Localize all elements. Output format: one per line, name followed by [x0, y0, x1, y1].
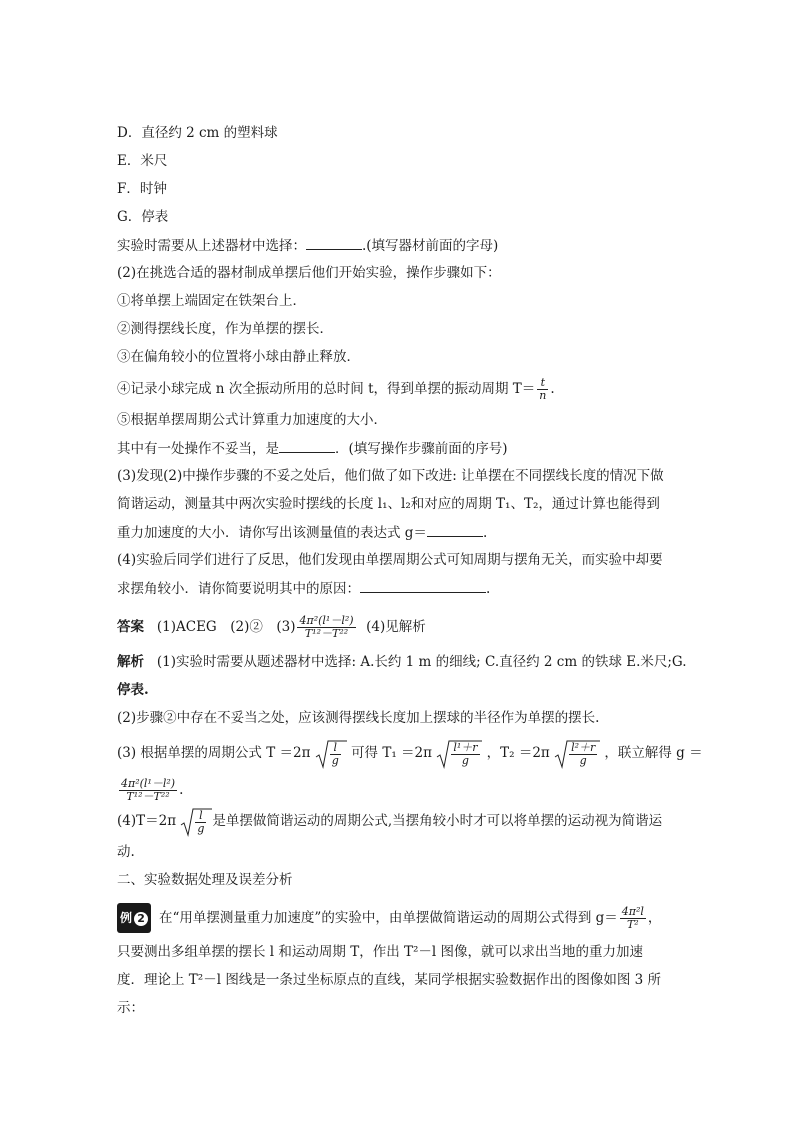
analysis-result-fraction: $\frac{\text{4π²(l¹－l²)}}{\text{T¹²－T²²}}$: [121, 777, 176, 803]
section-heading: 二、实验数据处理及误差分析: [117, 872, 293, 888]
analysis-line-6: [117, 806, 662, 837]
answer-label: 答案: [117, 619, 144, 635]
q3-line-1: (3)发现(2)中操作步骤的不妥之处后，他们做了如下改进: 让单摆在不同摆线长度的情况下做: [117, 468, 664, 484]
example-badge: 例 2: [117, 903, 151, 933]
analysis-text-1: (1)实验时需要从题述器材中选择: A.长约 1 m 的细线; C.直径约 2 cm 的铁球 E.米尺;G.: [156, 654, 687, 670]
q1-suffix: .(填写器材前面的字母): [362, 238, 499, 254]
q4-line-1: (4)实验后同学们进行了反思，他们发现由单摆周期公式可知周期与摆角无关，而实验中却要: [117, 552, 663, 568]
example-line-4: 示：: [117, 1000, 144, 1016]
example-line-2: 只要测出多组单摆的摆长 l 和运动周期 T，作出 T²－l 图像，就可以求出当地的重力加速: [117, 944, 644, 960]
analysis-label: 解析: [117, 654, 144, 670]
q4-answer-blank[interactable]: [360, 578, 486, 593]
analysis-line-1: [117, 652, 687, 672]
option-g: G．停表: [117, 209, 169, 225]
analysis-line-4: [117, 738, 703, 769]
answer-line: [117, 613, 426, 641]
example-fraction: $\frac{\text{4π²l}}{\text{T²}}$: [621, 905, 644, 931]
example-text-1: 在“用单摆测量重力加速度”的实验中，由单摆做简谐运动的周期公式得到 g＝: [159, 910, 618, 926]
analysis-text-6a: (4)T＝2π: [117, 813, 177, 829]
analysis-line-3: (2)步骤②中存在不妥当之处，应该测得摆线长度加上摆球的半径作为单摆的摆长.: [117, 710, 600, 726]
q2-intro: (2)在挑选合适的器材制成单摆后他们开始实验，操作步骤如下：: [117, 265, 501, 281]
sqrt-l2r-over-g: $\frac{\text{l²＋r}}{g}$: [554, 739, 600, 769]
q1-line: [117, 235, 498, 256]
q1-prompt: 实验时需要从上述器材中选择：: [117, 238, 306, 254]
analysis-text-4a: (3) 根据单摆的周期公式 T ＝2π: [117, 745, 311, 761]
sqrt-l1r-over-g: $\frac{\text{l¹＋r}}{g}$: [436, 739, 482, 769]
q2-question-line: [117, 438, 508, 459]
answer-part2: (4)见解析: [366, 619, 426, 635]
step-2: ②测得摆线长度，作为单摆的摆长．: [117, 321, 333, 337]
analysis-text-6b: 是单摆做简谐运动的周期公式,当摆角较小时才可以将单摆的运动视为简谐运: [212, 813, 663, 829]
q3-answer-blank[interactable]: [427, 522, 483, 537]
answer-part1: (1)ACEG (2)② (3): [156, 619, 296, 635]
example-line-1: 例 2 在“用单摆测量重力加速度”的实验中，由单摆做简谐运动的周期公式得到 g＝ $\frac{\text{4π²l}}{\text{T²}}$ ，: [117, 903, 661, 933]
q2-suffix: ．(填写操作步骤前面的序号): [335, 441, 508, 457]
q1-answer-blank[interactable]: [306, 235, 362, 250]
q4-line-2: 求摆角较小．请你简要说明其中的原因： .: [117, 578, 490, 599]
q2-question: 其中有一处操作不妥当，是: [117, 441, 279, 457]
analysis-text-4c: ，T₂ ＝2π: [486, 745, 550, 761]
option-d: D．直径约 2 cm 的塑料球: [117, 125, 278, 141]
sqrt-l-over-g: $\frac{l}{g}$: [315, 739, 347, 769]
analysis-text-4d: ，联立解得 g ＝: [604, 745, 703, 761]
step-5: ⑤根据单摆周期公式计算重力加速度的大小．: [117, 412, 387, 428]
step-3: ③在偏角较小的位置将小球由静止释放．: [117, 349, 360, 365]
answer-fraction: $\frac{\text{4π²(l¹－l²)}}{\text{T¹²－T²²}}$: [299, 614, 354, 640]
step-4-text: ④记录小球完成 n 次全振动所用的总时间 t，得到单摆的振动周期 T＝: [117, 381, 536, 397]
step-1: ①将单摆上端固定在铁架台上．: [117, 293, 306, 309]
q2-answer-blank[interactable]: [279, 438, 335, 453]
q3-question: 重力加速度的大小．请你写出该测量值的表达式 g＝: [117, 525, 427, 541]
analysis-line-2: 停表.: [117, 682, 149, 698]
q3-line-3: 重力加速度的大小．请你写出该测量值的表达式 g＝ .: [117, 522, 487, 543]
analysis-text-4b: 可得 T₁ ＝2π: [351, 745, 433, 761]
option-e: E．米尺: [117, 153, 168, 169]
step-4-fraction: $\frac{t}{n}$: [539, 376, 547, 402]
option-f: F．时钟: [117, 181, 167, 197]
q4-question: 求摆角较小．请你简要说明其中的原因：: [117, 581, 360, 597]
step-4: ④记录小球完成 n 次全振动所用的总时间 t，得到单摆的振动周期 T＝ $\frac{t}{n}$ .: [117, 376, 555, 402]
analysis-line-5: $\frac{\text{4π²(l¹－l²)}}{\text{T¹²－T²²}}$ .: [121, 777, 184, 803]
analysis-line-7: 动.: [117, 844, 135, 860]
q3-line-2: 简谐运动，测量其中两次实验时摆线的长度 l₁、l₂和对应的周期 T₁、T₂，通过计算也能得到: [117, 496, 660, 512]
example-line-3: 度．理论上 T²－l 图线是一条过坐标原点的直线，某同学根据实验数据作出的图像如图 3 所: [117, 972, 661, 988]
sqrt-l-over-g-2: $\frac{l}{g}$: [180, 807, 212, 837]
